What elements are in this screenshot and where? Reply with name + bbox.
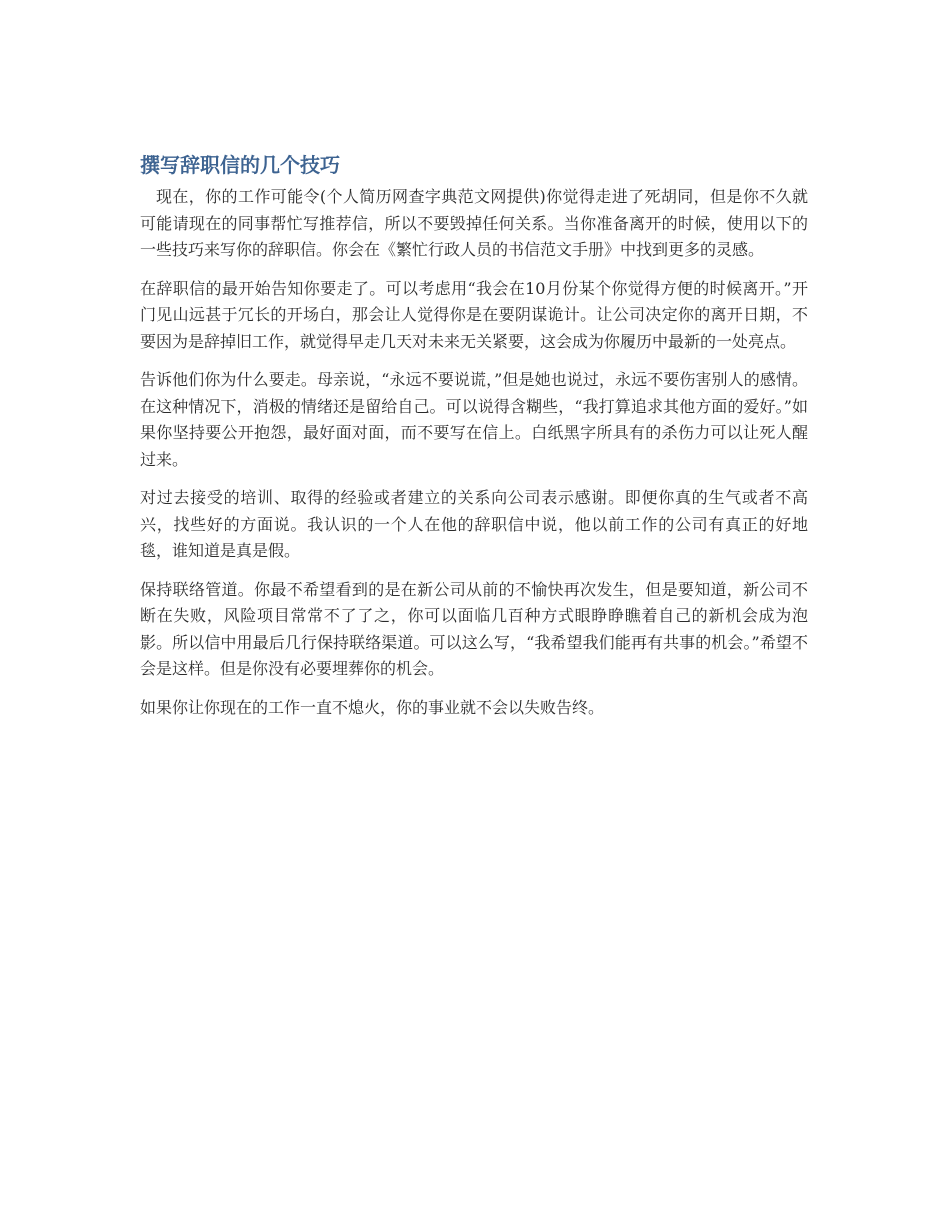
- paragraph-reason: 告诉他们你为什么要走。母亲说，“永远不要说谎，”但是她也说过，永远不要伤害别人的感情。在这种情况下，消极的情绪还是留给自己。可以说得含糊些，“我打算追求其他方面的爱好。”如果你坚持要公开抱怨，最好面对面，而不要写在信上。白纸黑字所具有的杀伤力可以让死人醒过来。: [140, 370, 808, 469]
- paragraph-announce: 在辞职信的最开始告知你要走了。可以考虑用“我会在10月份某个你觉得方便的时候离开。”开门见山远甚于冗长的开场白，那会让人觉得你是在要阴谋诡计。让公司决定你的离开日期，不要因为是辞掉旧工作，就觉得早走几天对未来无关紧要，这会成为你履历中最新的一处亮点。: [140, 278, 808, 351]
- paragraph-keep-contact: 保持联络管道。你最不希望看到的是在新公司从前的不愉快再次发生，但是要知道，新公司不断在失败，风险项目常常不了了之，你可以面临几百种方式眼睁睁瞧着自己的新机会成为泡影。所以信中用最后几行保持联络渠道。可以这么写，“我希望我们能再有共事的机会。”希望不会是这样。但是你没有必要埋葬你的机会。: [140, 579, 808, 678]
- document-body: [140, 150, 808, 733]
- document-title: 撰写辞职信的几个技巧: [140, 153, 340, 177]
- paragraph-intro: 现在，你的工作可能令(个人简历网查字典范文网提供)你觉得走进了死胡同，但是你不久就可能请现在的同事帮忙写推荐信，所以不要毁掉任何关系。当你准备离开的时候，使用以下的一些技巧来写你的辞职信。你会在《繁忙行政人员的书信范文手册》中找到更多的灵感。: [140, 187, 808, 259]
- paragraph-conclusion: 如果你让你现在的工作一直不熄火，你的事业就不会以失败告终。: [140, 697, 605, 717]
- paragraph-gratitude: 对过去接受的培训、取得的经验或者建立的关系向公司表示感谢。即便你真的生气或者不高兴，找些好的方面说。我认识的一个人在他的辞职信中说，他以前工作的公司有真正的好地毯，谁知道是真是假。: [140, 488, 808, 560]
